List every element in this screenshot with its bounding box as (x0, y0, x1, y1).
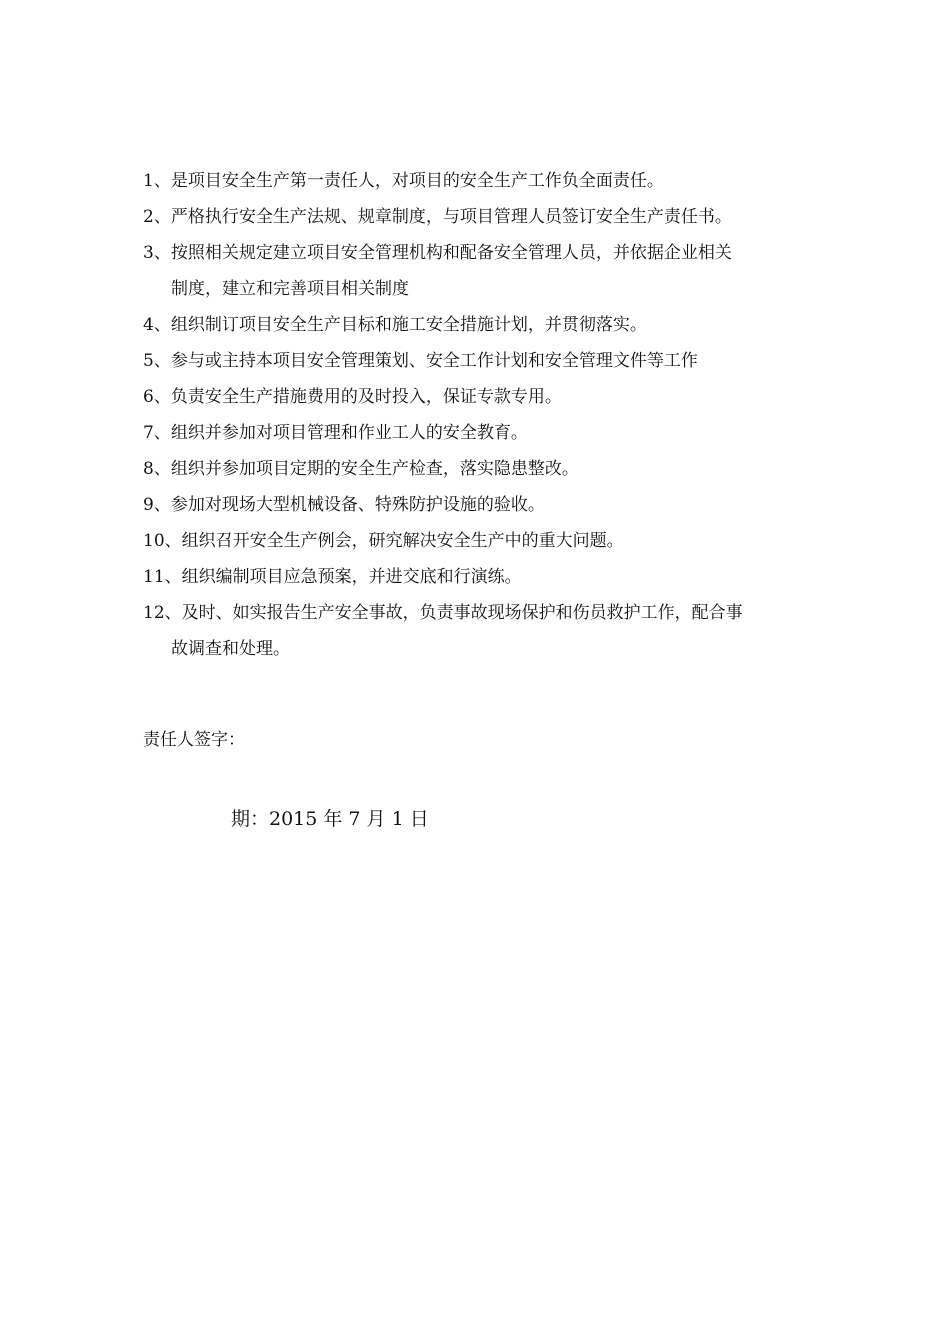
duty-text: 11、组织编制项目应急预案，并进交底和行演练。 (143, 567, 522, 587)
duty-item-3 (143, 235, 833, 307)
duty-text: 2、严格执行安全生产法规、规章制度，与项目管理人员签订安全生产责任书。 (143, 207, 732, 227)
duty-item-5 (143, 343, 833, 379)
responsibility-list (143, 163, 833, 667)
duty-text-continuation: 制度，建立和完善项目相关制度 (171, 279, 409, 299)
duty-text: 3、按照相关规定建立项目安全管理机构和配备安全管理人员，并依据企业相关 (143, 243, 732, 263)
duty-text: 4、组织制订项目安全生产目标和施工安全措施计划，并贯彻落实。 (143, 315, 647, 335)
duty-text: 10、组织召开安全生产例会，研究解决安全生产中的重大问题。 (143, 531, 624, 551)
duty-item-4 (143, 307, 833, 343)
duty-item-7 (143, 415, 833, 451)
duty-text: 9、参加对现场大型机械设备、特殊防护设施的验收。 (143, 495, 545, 515)
duty-item-10 (143, 523, 833, 559)
duty-text: 7、组织并参加对项目管理和作业工人的安全教育。 (143, 423, 528, 443)
duty-text: 12、及时、如实报告生产安全事故，负责事故现场保护和伤员救护工作，配合事 (143, 603, 743, 623)
duty-item-9 (143, 487, 833, 523)
duty-item-2 (143, 199, 833, 235)
duty-item-11 (143, 559, 833, 595)
duty-text: 1、是项目安全生产第一责任人，对项目的安全生产工作负全面责任。 (143, 171, 664, 191)
duty-text: 6、负责安全生产措施费用的及时投入，保证专款专用。 (143, 387, 562, 407)
duty-item-12 (143, 595, 833, 667)
duty-item-1 (143, 163, 833, 199)
duty-text: 5、参与或主持本项目安全管理策划、安全工作计划和安全管理文件等工作 (143, 351, 698, 371)
duty-text-continuation: 故调查和处理。 (171, 639, 290, 659)
date-line: 期：2015 年 7 月 1 日 (231, 808, 429, 830)
duty-item-8 (143, 451, 833, 487)
signature-label: 责任人签字： (143, 730, 245, 750)
duty-item-6 (143, 379, 833, 415)
duty-text: 8、组织并参加项目定期的安全生产检查，落实隐患整改。 (143, 459, 579, 479)
